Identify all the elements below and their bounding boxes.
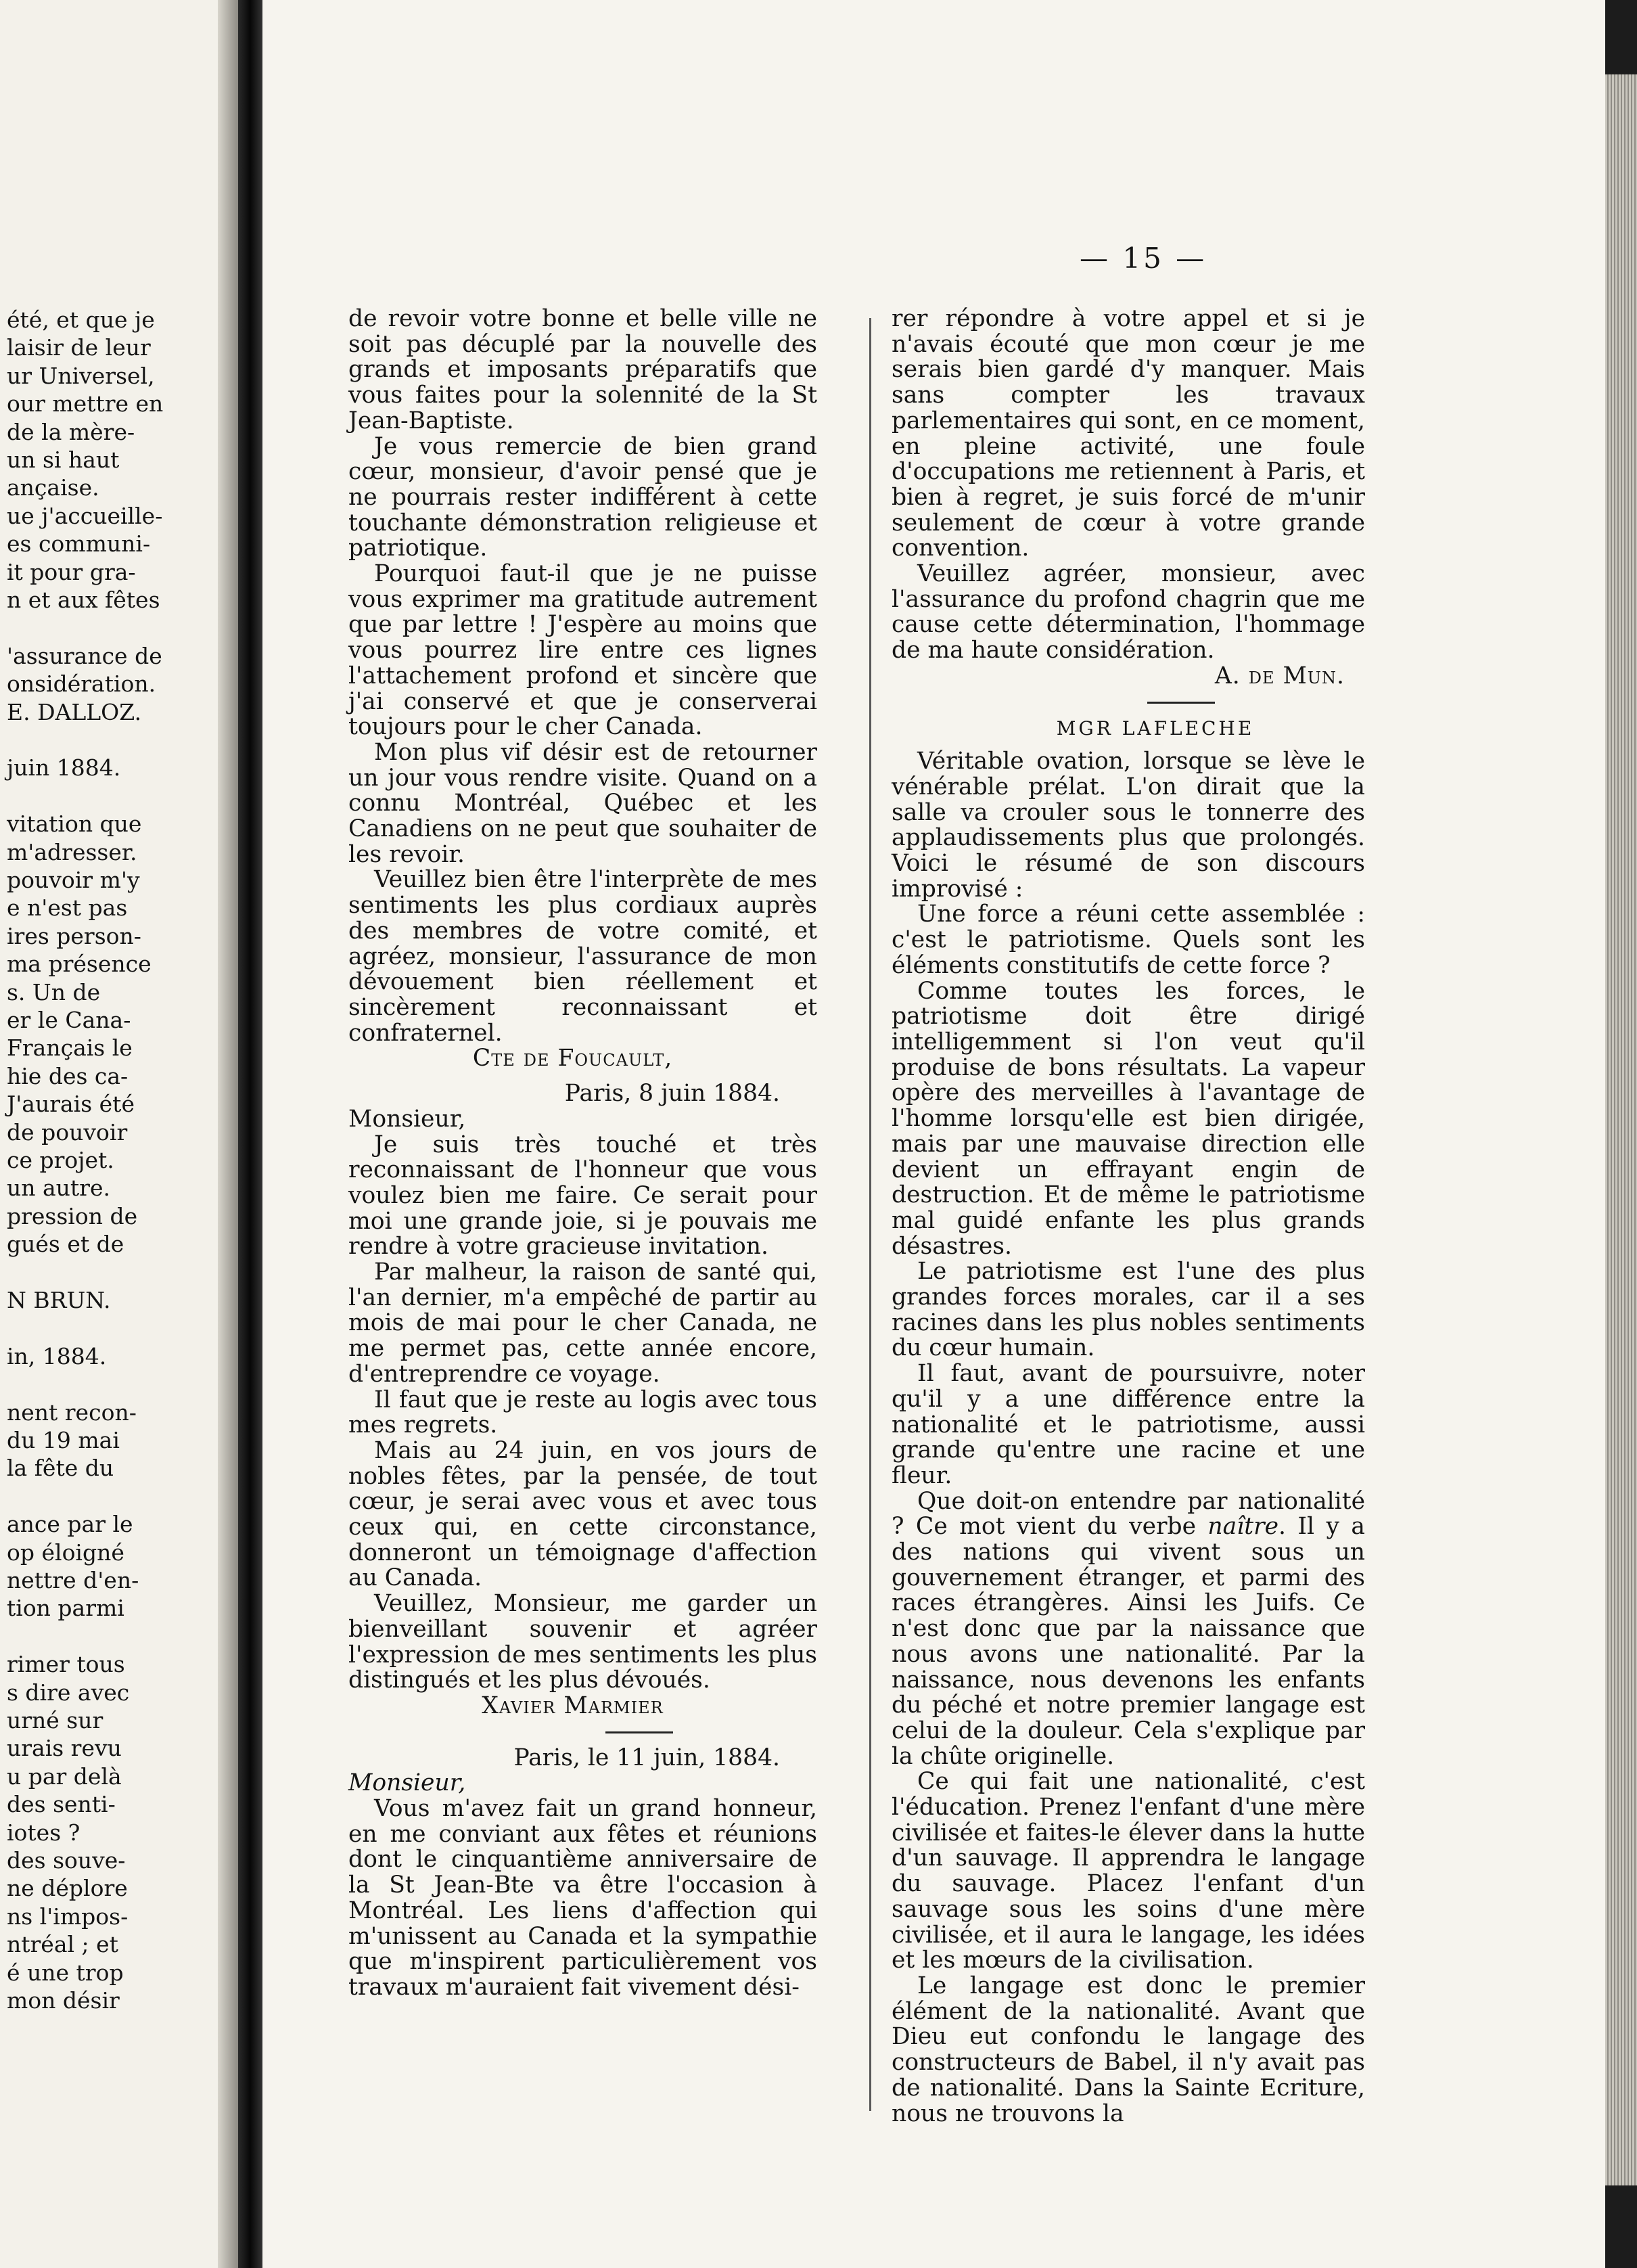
left-page-line: nettre d'en- (7, 1567, 139, 1593)
left-page-line: J'aurais été (7, 1091, 135, 1118)
left-page-line: ance par le (7, 1511, 133, 1538)
left-page-line: des senti- (7, 1791, 116, 1818)
paragraph: de revoir votre bonne et belle ville ne soit pas décuplé par la nouvelle des grands et imposants préparatifs que vous faites pour la solennité de la St Jean-Baptiste. (348, 305, 817, 434)
left-page-line: de pouvoir (7, 1118, 128, 1146)
left-page-fragment (0, 0, 238, 2268)
left-page-line: été, et que je (7, 307, 155, 333)
left-page-line: mon désir (7, 1987, 120, 2014)
left-page-line: ns l'impos- (7, 1903, 129, 1930)
left-page-line: urné sur (7, 1707, 103, 1733)
left-page-edge (218, 0, 238, 2268)
left-page-line: u par delà (7, 1763, 122, 1790)
left-page-line: m'adresser. (7, 838, 137, 865)
book-gutter (238, 0, 262, 2268)
left-page-line: ue j'accueille- (7, 502, 163, 529)
salutation: Monsieur, (348, 1105, 466, 1133)
left-page-line: ntréal ; et (7, 1931, 118, 1958)
page-number: — 15 — (1080, 242, 1207, 275)
left-page-line: rimer tous (7, 1651, 125, 1678)
signature-de-mun: A. de Mun. (1214, 662, 1345, 689)
paragraph: Véritable ovation, lorsque se lève le vénérable prélat. L'on dirait que la salle va crouler sous le tonnerre des applaudissements plus que prolongés. Voici le résumé de son discours improvisé : (892, 748, 1365, 903)
left-page-line: onsidération. (7, 671, 156, 698)
left-page-line: un si haut (7, 447, 120, 473)
left-page-line: la fête du (7, 1455, 114, 1482)
paragraph: Mais au 24 juin, en vos jours de nobles fêtes, par la pensée, de tout cœur, je serai avec vous et avec tous ceux qui, en cette circonstance, donneront un témoignage d'affection au Canada. (348, 1436, 817, 1592)
left-page-line: ce projet. (7, 1147, 114, 1173)
signature-foucault: Cte de Foucault, (472, 1045, 673, 1072)
left-page-line: iotes ? (7, 1819, 80, 1846)
left-page-line: our mettre en (7, 390, 164, 417)
paragraph: rer répondre à votre appel et si je n'avais écouté que mon cœur je me serais bien gardé d'y manquer. Mais sans compter les travaux parlementaires qui sont, en ce moment, en pleine activité, une foule d'occupations me retiennent à Paris, et bien à regret, je suis forcé de m'unir seulement de cœur à votre grande convention. (892, 305, 1365, 562)
column-right (892, 307, 1365, 2127)
left-page-line: pression de (7, 1202, 138, 1229)
paragraph: Une force a réuni cette assemblée : c'est le patriotisme. Quels sont les éléments constitutifs de cette force ? (892, 901, 1365, 979)
left-page-line: urais revu (7, 1735, 122, 1762)
left-page-line: é une trop (7, 1959, 124, 1986)
right-page (262, 0, 1605, 2268)
left-page-line: ma présence (7, 951, 152, 978)
left-page-line: er le Cana- (7, 1007, 131, 1033)
left-page-line: s. Un de (7, 978, 101, 1005)
paragraph: Comme toutes les forces, le patriotisme doit être dirigé intelligemment si l'on veut qu'il produise de bons résultats. La vapeur opère des merveilles à l'avantage de l'homme lorsqu'elle est bien dirigée, mais par une mauvaise direction elle devient un effrayant engin de destruction. Et de même le patriotisme mal guidé enfante les plus grands désastres. (892, 977, 1365, 1260)
text-run: . Il y a des nations qui vivent sous un gouvernement étranger, et parmi des races étrangères. Ainsi les Juifs. Ce n'est donc que par la naissance que nous avons une nationalité. Par la naissance, nous devenons les enfants du péché et notre premier langage est celui de la douleur. Cela s'explique par la chûte originelle. (892, 1513, 1365, 1770)
left-page-line: N BRUN. (7, 1287, 111, 1313)
paragraph: Veuillez agréer, monsieur, avec l'assurance du profond chagrin que me cause cette détermination, l'hommage de ma haute considération. (892, 560, 1365, 664)
left-page-line: vitation que (7, 811, 142, 838)
text-run: Que doit-on entendre par nationalité ? Ce mot vient du verbe (892, 1487, 1365, 1541)
section-heading: MGR LAFLECHE (1056, 717, 1255, 740)
left-page-line: juin 1884. (7, 754, 121, 781)
left-page-line: n et aux fêtes (7, 587, 160, 613)
left-page-line: laisir de leur (7, 334, 151, 361)
signature-marmier: Xavier Marmier (482, 1692, 664, 1719)
left-page-line: ires person- (7, 922, 141, 949)
left-page-line: du 19 mai (7, 1427, 120, 1453)
emphasis-naitre: naître (1207, 1513, 1279, 1541)
left-page-line: it pour gra- (7, 558, 136, 585)
left-page-line: tion parmi (7, 1595, 124, 1622)
paragraph: Par malheur, la raison de santé qui, l'an dernier, m'a empêché de partir au mois de mai pour le cher Canada, ne me permet pas, cette année encore, d'entreprendre ce voyage. (348, 1258, 817, 1388)
left-page-line: ançaise. (7, 474, 99, 501)
left-page-line: gués et de (7, 1231, 124, 1258)
separator-rule (605, 1731, 673, 1733)
left-page-line: nent recon- (7, 1399, 137, 1426)
left-page-line: un autre. (7, 1175, 110, 1202)
paragraph: Ce qui fait une nationalité, c'est l'éducation. Prenez l'enfant d'une mère civilisée et faites-le élever dans la hutte d'un sauvage. Il apprendra le langage du sauvage. Placez l'enfant d'un sauvage sous les soins d'une mère civilisée, et il aura le langage, les idées et les mœurs de la civilisation. (892, 1768, 1365, 1974)
left-page-line: ur Universel, (7, 362, 155, 389)
paragraph: Je suis très touché et très reconnaissant de l'honneur que vous voulez bien me faire. Ce serait pour moi une grande joie, si je pouvais me rendre à votre gracieuse invitation. (348, 1131, 817, 1261)
paragraph: Vous m'avez fait un grand honneur, en me conviant aux fêtes et réunions dont le cinquantième anniversaire de la St Jean-Bte va être l'occasion à Montréal. Les liens d'affection qui m'unissent au Canada et la sympathie que m'inspirent particulièrement vos travaux m'auraient fait vivement dési- (348, 1795, 817, 2001)
paragraph: Il faut que je reste au logis avec tous mes regrets. (348, 1386, 817, 1439)
paragraph: Il faut, avant de poursuivre, noter qu'il y a une différence entre la nationalité et le patriotisme, aussi grande qu'entre une racine et une fleur. (892, 1360, 1365, 1489)
left-page-line: ne déplore (7, 1875, 128, 1902)
paragraph: Veuillez, Monsieur, me garder un bienveillant souvenir et agréer l'expression de mes sentiments les plus distingués et les plus dévoués. (348, 1590, 817, 1694)
paragraph: Veuillez bien être l'interprète de mes sentiments les plus cordiaux auprès des membres de votre comité, et agréez, monsieur, l'assurance de mon dévouement bien réellement et sincèrement reconnaissant et confraternel. (348, 866, 817, 1047)
column-divider (869, 318, 871, 2111)
dateline: Paris, le 11 juin, 1884. (513, 1744, 780, 1771)
left-page-line: E. DALLOZ. (7, 698, 142, 725)
page-edges-stack (1605, 74, 1637, 2185)
paragraph (892, 1489, 1365, 1770)
left-page-line: es communi- (7, 530, 151, 558)
left-page-line: s dire avec (7, 1679, 130, 1706)
dateline: Paris, 8 juin 1884. (564, 1080, 780, 1108)
left-page-line: hie des ca- (7, 1062, 129, 1089)
left-page-line: in, 1884. (7, 1342, 107, 1369)
paragraph: Le langage est donc le premier élément de la nationalité. Avant que Dieu eut confondu le langage des constructeurs de Babel, il n'y avait pas de nationalité. Dans la Sainte Ecriture, nous ne trouvons la (892, 1972, 1365, 2127)
left-page-line: Français le (7, 1035, 133, 1062)
paragraph: Pourquoi faut-il que je ne puisse vous exprimer ma gratitude autrement que par lettre ! J'espère au moins que vous pourrez lire entre ces lignes l'attachement profond et sincère que j'ai conservé et que je conserverai toujours pour le cher Canada. (348, 560, 817, 741)
left-page-line: 'assurance de (7, 642, 162, 669)
left-page-line: de la mère- (7, 418, 135, 445)
paragraph: Mon plus vif désir est de retourner un jour vous rendre visite. Quand on a connu Montréal, Québec et les Canadiens on ne peut que souhaiter de les revoir. (348, 738, 817, 868)
separator-rule (1147, 702, 1215, 704)
salutation: Monsieur, (348, 1769, 466, 1797)
left-page-line: pouvoir m'y (7, 867, 140, 893)
left-page-line: op éloigné (7, 1539, 124, 1566)
paragraph: Je vous remercie de bien grand cœur, monsieur, d'avoir pensé que je ne pourrais rester indifférent à cette touchante démonstration religieuse et patriotique. (348, 432, 817, 562)
left-page-line: e n'est pas (7, 894, 128, 922)
left-page-line: des souve- (7, 1847, 126, 1874)
column-left (348, 307, 817, 2001)
paragraph: Le patriotisme est l'une des plus grandes forces morales, car il a ses racines dans les plus nobles sentiments du cœur humain. (892, 1258, 1365, 1362)
